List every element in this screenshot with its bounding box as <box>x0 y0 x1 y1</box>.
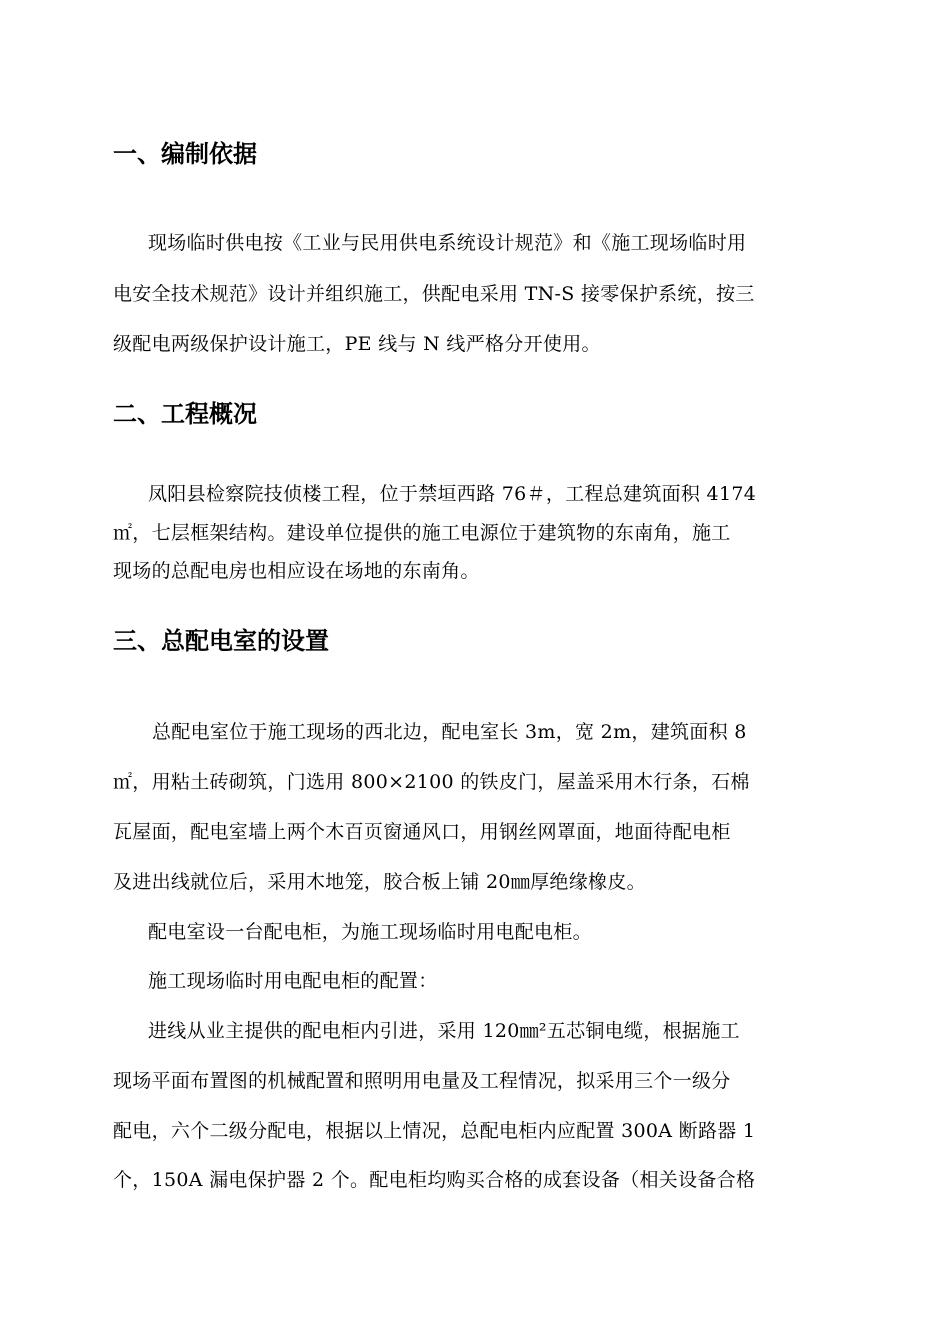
paragraph-line: 配电，六个二级分配电，根据以上情况，总配电柜内应配置 300A 断路器 1 <box>113 1120 756 1142</box>
paragraph-line: ㎡，七层框架结构。建设单位提供的施工电源位于建筑物的东南角，施工 <box>113 522 731 544</box>
section-heading-1: 一、编制依据 <box>113 140 257 168</box>
paragraph-line: 现场临时供电按《工业与民用供电系统设计规范》和《施工现场临时用 <box>148 232 747 254</box>
paragraph-line: 进线从业主提供的配电柜内引进，采用 120㎜²五芯铜电缆，根据施工 <box>148 1020 740 1042</box>
paragraph-line: 电安全技术规范》设计并组织施工，供配电采用 TN-S 接零保护系统，按三 <box>113 283 755 305</box>
paragraph-line: 现场的总配电房也相应设在场地的东南角。 <box>113 560 480 582</box>
paragraph-line: 凤阳县检察院技侦楼工程，位于禁垣西路 76＃，工程总建筑面积 4174 <box>148 483 757 505</box>
paragraph-line: 及进出线就位后，采用木地笼，胶合板上铺 20㎜厚绝缘橡皮。 <box>113 871 646 893</box>
section-heading-2: 二、工程概况 <box>113 400 257 428</box>
paragraph-line: ㎡，用粘土砖砌筑，门选用 800×2100 的铁皮门，屋盖采用木行条，石棉 <box>113 771 750 793</box>
paragraph-line: 瓦屋面，配电室墙上两个木百页窗通风口，用钢丝网罩面，地面待配电柜 <box>113 821 731 843</box>
paragraph-line: 级配电两级保护设计施工，PE 线与 N 线严格分开使用。 <box>113 333 601 355</box>
paragraph-line: 配电室设一台配电柜，为施工现场临时用电配电柜。 <box>148 921 592 943</box>
paragraph-line: 现场平面布置图的机械配置和照明用电量及工程情况，拟采用三个一级分 <box>113 1070 731 1092</box>
paragraph-line: 施工现场临时用电配电柜的配置： <box>148 970 438 992</box>
paragraph-line: 总配电室位于施工现场的西北边，配电室长 3m，宽 2m，建筑面积 8 <box>152 721 747 743</box>
section-heading-3: 三、总配电室的设置 <box>113 627 329 655</box>
paragraph-line: 个，150A 漏电保护器 2 个。配电柜均购买合格的成套设备（相关设备合格 <box>113 1169 756 1191</box>
